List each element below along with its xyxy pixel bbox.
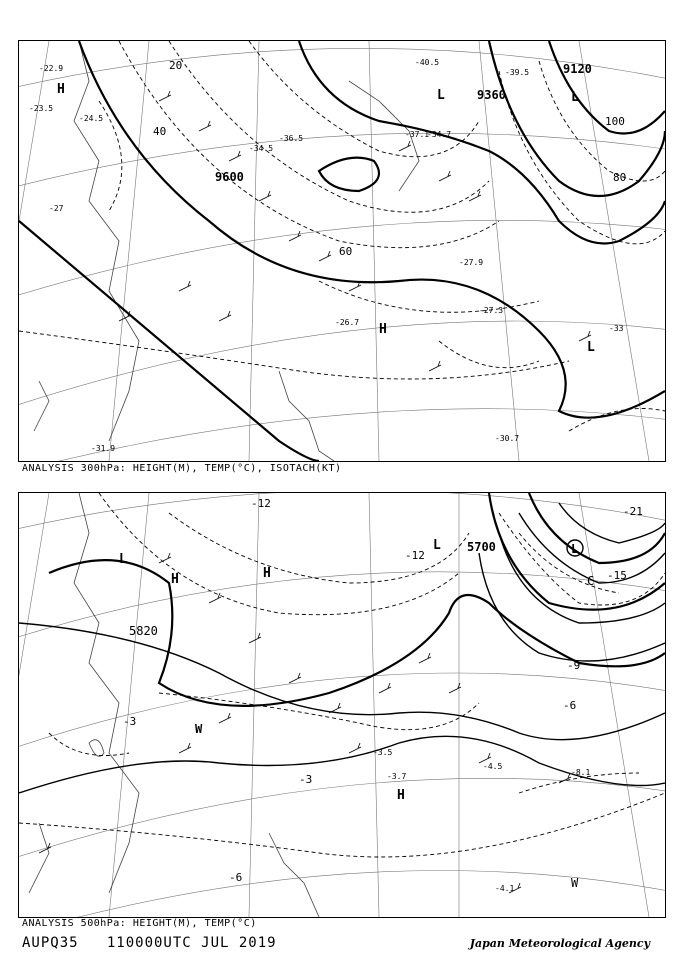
temperature-label: -22.9 xyxy=(39,64,64,73)
temperature-label: -33 xyxy=(609,324,624,333)
temperature-label: -23.5 xyxy=(29,104,54,113)
isotach-label: 40 xyxy=(153,125,167,138)
temperature-label: -27.9 xyxy=(459,258,484,267)
temperature-label: -31.9 xyxy=(91,444,116,453)
height-label: 9120 xyxy=(563,62,592,76)
temperature-contour-label: -15 xyxy=(607,569,627,582)
caption-300hpa: ANALYSIS 300hPa: HEIGHT(M), TEMP(°C), ISOTACH(KT) xyxy=(22,463,342,474)
temperature-label: -27 xyxy=(49,204,64,213)
height-contours-bold-500 xyxy=(49,493,665,706)
temperature-contour-label: -21 xyxy=(623,505,643,518)
temperature-contour-label: -12 xyxy=(405,549,425,562)
temperature-label: -39.5 xyxy=(505,68,530,77)
pressure-center-low: L xyxy=(571,90,579,105)
pressure-center-low: L xyxy=(587,340,595,355)
isotach-label: 60 xyxy=(339,245,353,258)
chart-code: AUPQ35 110000UTC JUL 2019 xyxy=(22,935,277,951)
temperature-contour-label: -3 xyxy=(123,715,137,728)
temperature-contour-label: -9 xyxy=(567,659,581,672)
pressure-center-warm: W xyxy=(571,876,579,890)
pressure-center-high: H xyxy=(263,566,271,581)
chart-500hpa-map xyxy=(19,493,665,917)
temperature-label: -4.5 xyxy=(483,762,503,771)
temperature-label: -30.7 xyxy=(495,434,520,443)
temperature-label: -34.7 xyxy=(427,130,452,139)
pressure-center-high: H xyxy=(57,82,65,97)
temperature-label: -27.3 xyxy=(479,306,504,315)
temperature-label: -3.7 xyxy=(387,772,407,781)
temperature-label: -26.7 xyxy=(335,318,360,327)
temperature-contour-label: -12 xyxy=(251,497,271,510)
temperature-label: -4.1 xyxy=(495,884,515,893)
pressure-center-low: L xyxy=(433,538,441,553)
wind-barbs-300 xyxy=(119,91,591,371)
temperature-contour-label: -6 xyxy=(229,871,243,884)
isotherms-300 xyxy=(19,41,665,431)
temperature-label: -40.5 xyxy=(415,58,440,67)
temperature-label: -24.5 xyxy=(79,114,104,123)
temperature-label: -8.1 xyxy=(571,768,591,777)
pressure-center-low: L xyxy=(437,88,445,103)
pressure-center-high: H xyxy=(379,322,387,337)
height-label: 5820 xyxy=(129,624,158,638)
isotach-label: 100 xyxy=(605,115,625,128)
height-label: 9600 xyxy=(215,170,244,184)
labels-500 xyxy=(119,497,643,893)
temperature-label: -34.5 xyxy=(249,144,274,153)
caption-500hpa: ANALYSIS 500hPa: HEIGHT(M), TEMP(°C) xyxy=(22,918,257,929)
temperature-label: -37.1 xyxy=(405,130,430,139)
pressure-center-low: L xyxy=(119,552,127,567)
pressure-center-high: H xyxy=(397,788,405,803)
height-label: 9360 xyxy=(477,88,506,102)
labels-300 xyxy=(29,58,626,453)
temperature-contour-label: -3 xyxy=(299,773,313,786)
pressure-center-warm: W xyxy=(195,722,203,736)
temperature-contour-label: -6 xyxy=(563,699,577,712)
chart-500hpa xyxy=(18,492,666,918)
temperature-label: -36.5 xyxy=(279,134,304,143)
height-label: 5700 xyxy=(467,540,496,554)
pressure-center-low: L xyxy=(571,542,579,556)
pressure-center-high: H xyxy=(171,572,179,587)
chart-300hpa xyxy=(18,40,666,462)
chart-300hpa-map xyxy=(19,41,665,461)
agency-name: Japan Meteorological Agency xyxy=(469,937,650,950)
isotach-label: 20 xyxy=(169,59,183,72)
temperature-label: -3.5 xyxy=(373,748,393,757)
pressure-center-cold: C xyxy=(587,574,595,588)
isotach-label: 80 xyxy=(613,171,627,184)
coastline-500 xyxy=(29,493,319,917)
isotherms-500 xyxy=(19,493,665,857)
